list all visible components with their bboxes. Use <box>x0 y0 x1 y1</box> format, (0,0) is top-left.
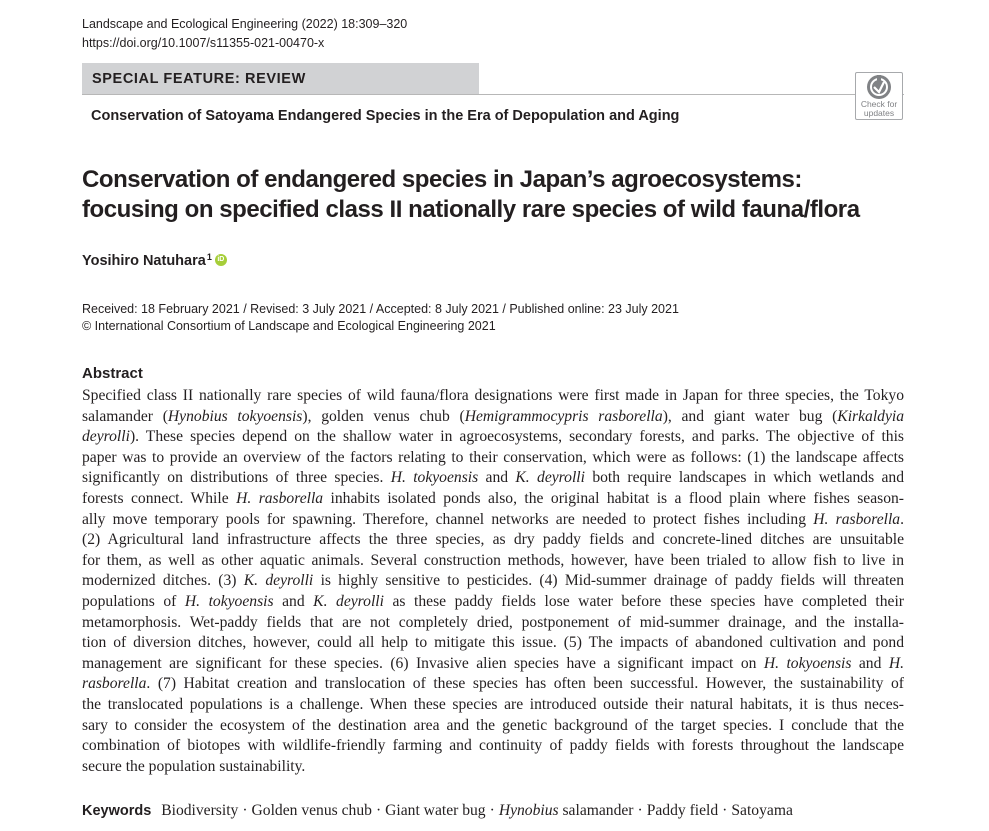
doi-link[interactable]: https://doi.org/10.1007/s11355-021-00470-x <box>82 36 325 50</box>
abstract-line <box>82 613 904 634</box>
author-affiliation: 1 <box>206 252 212 262</box>
abstract-italic-run: H. tokyoensis <box>390 469 479 487</box>
keywords-row <box>82 802 793 820</box>
article-title-line2: focusing on specified class II nationally rare species of wild fauna/flora <box>82 196 860 223</box>
section-label-bar <box>82 63 479 95</box>
abstract-run: inhabits isolated ponds also, the original habitat is a flood plain where fishes season- <box>323 489 904 507</box>
abstract-italic-run: K. deyrolli <box>515 469 585 487</box>
abstract-italic-run: K. deyrolli <box>243 572 314 590</box>
article-dates: Received: 18 February 2021 / Revised: 3 July 2021 / Accepted: 8 July 2021 / Published online: 23 July 2021 <box>82 302 679 316</box>
abstract-italic-run: Hemigrammocypris rasborella <box>464 407 663 425</box>
abstract-run: and <box>478 469 516 487</box>
check-for-updates-button[interactable] <box>855 72 903 120</box>
abstract-italic-run: Hynobius tokyoensis <box>167 407 303 425</box>
abstract-line <box>82 654 904 675</box>
check-for-updates-icon <box>867 75 891 99</box>
author-name[interactable]: Yosihiro Natuhara <box>82 253 206 269</box>
keyword-separator: · <box>375 802 382 819</box>
abstract-run: ), golden venus chub ( <box>302 407 465 425</box>
abstract-line <box>82 386 904 407</box>
keyword-text: Giant water bug <box>385 802 486 819</box>
abstract-italic-run: H. tokyoensis <box>184 592 274 610</box>
abstract-run: Specified class II nationally rare species of wild fauna/flora designations were first made in Japan for three species, the Tokyo <box>82 387 904 404</box>
abstract-run: both require landscapes in which wetlands and <box>584 469 905 487</box>
keyword-separator: · <box>242 802 248 819</box>
abstract-italic-run: H. <box>888 654 904 672</box>
keyword-separator: · <box>637 802 643 819</box>
abstract-run: . (7) Habitat creation and translocation of these species has often been successful. However, the sustainability of <box>146 675 904 693</box>
check-for-updates-line2: updates <box>863 108 895 118</box>
abstract-line <box>82 695 904 716</box>
abstract-italic-run: K. deyrolli <box>313 592 384 610</box>
abstract-line <box>82 468 904 489</box>
section-label: SPECIAL FEATURE: REVIEW <box>92 71 306 87</box>
journal-citation: Landscape and Ecological Engineering (2022) 18:309–320 <box>82 17 408 31</box>
article-history <box>82 301 679 335</box>
abstract-run: sary to consider the ecosystem of the destination area and the genetic background of the target species. I conclude that the <box>82 716 904 734</box>
keyword-item[interactable] <box>731 802 793 819</box>
abstract-line <box>82 510 904 531</box>
abstract-run: as these paddy fields lose water before these species have completed their <box>383 592 904 610</box>
abstract-run: is highly sensitive to pesticides. (4) Mid-summer drainage of paddy fields will threaten <box>313 572 904 590</box>
abstract-run: salamander ( <box>82 407 168 425</box>
keyword-text: salamander <box>558 802 634 819</box>
abstract-line <box>82 757 904 778</box>
keyword-separator: · <box>489 802 495 819</box>
abstract-line <box>82 633 904 654</box>
abstract-run: and <box>273 592 314 610</box>
abstract-line <box>82 407 904 428</box>
abstract-run: ally move temporary pools for spawning. Therefore, channel networks are needed to protect fishes including <box>82 510 814 528</box>
abstract-line <box>82 592 904 613</box>
abstract-line <box>82 427 904 448</box>
abstract-run: and <box>851 654 889 672</box>
keyword-item[interactable] <box>252 802 372 819</box>
abstract-line <box>82 489 904 510</box>
abstract-line <box>82 530 904 551</box>
abstract-run: paper was to provide an overview of the factors relating to their conservation, which were as follows: (1) the landscape affects <box>82 448 904 466</box>
abstract-line <box>82 716 904 737</box>
abstract-run: populations of <box>82 592 185 610</box>
abstract-italic-run: H. rasborella <box>813 510 901 528</box>
abstract-line <box>82 736 904 757</box>
abstract-run: the translocated populations is a challenge. When these species are introduced outside their natural habitats, it is thus neces- <box>82 695 904 713</box>
abstract-run: ). These species depend on the shallow water in agroecosystems, secondary forests, and parks. The objective of this <box>129 428 904 446</box>
journal-header <box>82 15 407 53</box>
abstract-run: (2) Agricultural land infrastructure affects the three species, as dry paddy fields and concrete-lined ditches are unsuitable <box>82 531 904 549</box>
keyword-text: Golden venus chub <box>251 802 372 819</box>
abstract-run: tion of diversion ditches, however, could all help to mitigate this issue. (5) The impacts of abandoned cultivation and pond <box>82 634 904 652</box>
abstract-italic-run: H. tokyoensis <box>763 654 852 672</box>
keyword-text: Biodiversity <box>161 802 239 819</box>
abstract-line <box>82 674 904 695</box>
abstract-italic-run: deyrolli <box>82 428 130 446</box>
keyword-text: Hynobius <box>498 802 559 819</box>
abstract-run: significantly on distributions of three species. <box>82 469 391 487</box>
keyword-item[interactable] <box>385 802 485 819</box>
abstract-italic-run: rasborella <box>82 675 147 693</box>
abstract-line <box>82 448 904 469</box>
keyword-text: Satoyama <box>731 802 793 819</box>
keywords-label: Keywords <box>82 803 152 819</box>
abstract-run: ), and giant water bug ( <box>662 407 838 425</box>
abstract-line <box>82 571 904 592</box>
abstract-run: secure the population sustainability. <box>82 757 306 775</box>
abstract-run: combination of biotopes with wildlife-friendly farming and continuity of paddy fields with forests throughout the landscape <box>82 737 904 755</box>
abstract-line <box>82 551 904 572</box>
abstract-text <box>82 386 904 777</box>
keyword-item[interactable] <box>647 802 718 819</box>
article-title-line1: Conservation of endangered species in Japan’s agroecosystems: <box>82 166 802 193</box>
abstract-heading: Abstract <box>82 365 143 382</box>
abstract-run: . <box>900 510 904 528</box>
copyright-line: © International Consortium of Landscape and Ecological Engineering 2021 <box>82 319 496 333</box>
abstract-run: metamorphosis. Wet-paddy fields that are not completely dried, postponement of mid-summer drainage, and the installa- <box>82 613 904 631</box>
section-divider <box>82 94 904 95</box>
abstract-italic-run: Kirkaldyia <box>837 407 904 425</box>
keyword-item[interactable] <box>499 802 634 819</box>
keyword-item[interactable] <box>161 802 238 819</box>
keyword-separator: · <box>722 802 728 819</box>
abstract-run: forests connect. While <box>82 489 237 507</box>
abstract-run: modernized ditches. (3) <box>82 572 244 590</box>
abstract-run: management are significant for these species. (6) Invasive alien species have a significant impact on <box>82 654 764 672</box>
special-feature-title: Conservation of Satoyama Endangered Species in the Era of Depopulation and Aging <box>91 108 680 124</box>
abstract-italic-run: H. rasborella <box>236 489 324 507</box>
orcid-icon[interactable]: iD <box>215 254 227 266</box>
article-title <box>82 165 860 225</box>
keyword-text: Paddy field <box>646 802 719 819</box>
author-line <box>82 253 227 269</box>
check-for-updates-line1: Check for <box>860 99 898 109</box>
abstract-run: for them, as well as other aquatic animals. Several construction methods, however, have been trialed to allow fish to live in <box>82 551 904 569</box>
